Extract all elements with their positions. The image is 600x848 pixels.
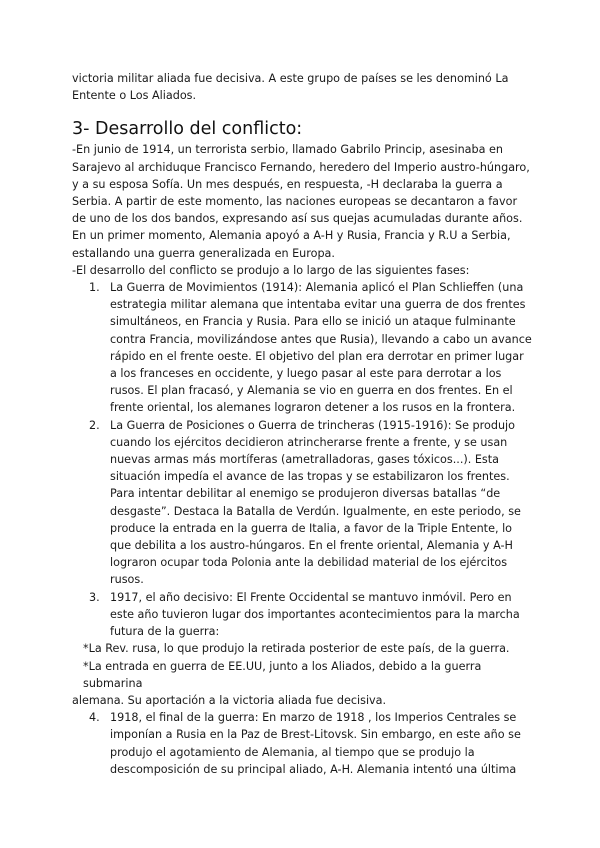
phases-list <box>72 279 532 640</box>
list-item <box>72 589 532 641</box>
bullet-russian-revolution: *La Rev. rusa, lo que produjo la retirada posterior de este país, de la guerra. <box>83 642 510 656</box>
list-item-number: 4. <box>89 711 100 725</box>
phases-list-continued <box>72 709 532 778</box>
bullet-usa-entry: *La entrada en guerra de EE.UU, junto a los Aliados, debido a la guerra submarina <box>83 659 482 690</box>
list-item-text: La Guerra de Posiciones o Guerra de trincheras (1915-1916): Se produjo cuando los ejércitos decidieron atrincherarse frente a frente, y se usan nuevas armas más mortíferas (ametralladoras, gases tóxicos...). Esta situación impedía el avance de las tropas y se estabilizaron los frentes. Para intentar debilitar al enemigo se produjeron diversas batallas “de desgaste”. Destaca la Batalla de Verdún. Igualmente, en este periodo, se produce la entrada en la guerra de Italia, a favor de la Triple Entente, lo que debilita a los austro-húngaros. En el frente oriental, Alemania y A-H lograron ocupar toda Polonia ante la debilidad material de los ejércitos rusos. <box>110 418 521 587</box>
section-body <box>72 141 532 778</box>
paragraph-princip: -En junio de 1914, un terrorista serbio, llamado Gabrilo Princip, asesinaba en Sarajevo al archiduque Francisco Fernando, heredero del Imperio austro-húngaro, y a su esposa Sofía. Un mes después, en respuesta, -H declaraba la guerra a Serbia. A partir de este momento, las naciones europeas se decantaron a favor de uno de los dos bandos, expresando así sus quejas acumuladas durante años. En un primer momento, Alemania apoyó a A-H y Rusia, Francia y R.U a Serbia, estallando una guerra generalizada en Europa. <box>72 143 530 260</box>
list-item <box>72 709 532 778</box>
intro-paragraph: victoria militar aliada fue decisiva. A este grupo de países se les denominó La Entente o Los Aliados. <box>72 72 509 103</box>
list-item-text: La Guerra de Movimientos (1914): Alemania aplicó el Plan Schlieffen (una estrategia militar alemana que intentaba evitar una guerra de dos frentes simultáneos, en Francia y Rusia. Para ello se inició un ataque fulminante contra Francia, movilizándose antes que Rusia), llevando a cabo un avance rápido en el frente oeste. El objetivo del plan era derrotar en primer lugar a los franceses en occidente, y luego pasar al este para derrotar a los rusos. El plan fracasó, y Alemania se vio en guerra en dos frentes. En el frente oriental, los alemanes lograron detener a los rusos en la frontera. <box>110 281 532 415</box>
list-item-number: 3. <box>89 590 100 604</box>
page-content <box>72 70 532 778</box>
list-item-number: 2. <box>89 418 100 432</box>
list-item-number: 1. <box>89 281 100 295</box>
section-title: 3- Desarrollo del conflicto: <box>72 119 303 140</box>
bullet-usa-entry-continuation: alemana. Su aportación a la victoria aliada fue decisiva. <box>72 693 387 707</box>
list-item <box>72 417 532 589</box>
paragraph-phases-intro: -El desarrollo del conflicto se produjo a lo largo de las siguientes fases: <box>72 263 470 277</box>
list-item-text: 1918, el final de la guerra: En marzo de 1918 , los Imperios Centrales se imponían a Rusia en la Paz de Brest-Litovsk. Sin embargo, en este año se produjo el agotamiento de Alemania, al tiempo que se produjo la descomposición de su principal aliado, A-H. Alemania intentó una última <box>110 711 521 776</box>
list-item-text: 1917, el año decisivo: El Frente Occidental se mantuvo inmóvil. Pero en este año tuvieron lugar dos importantes acontecimientos para la marcha futura de la guerra: <box>110 590 520 639</box>
list-item <box>72 279 532 417</box>
